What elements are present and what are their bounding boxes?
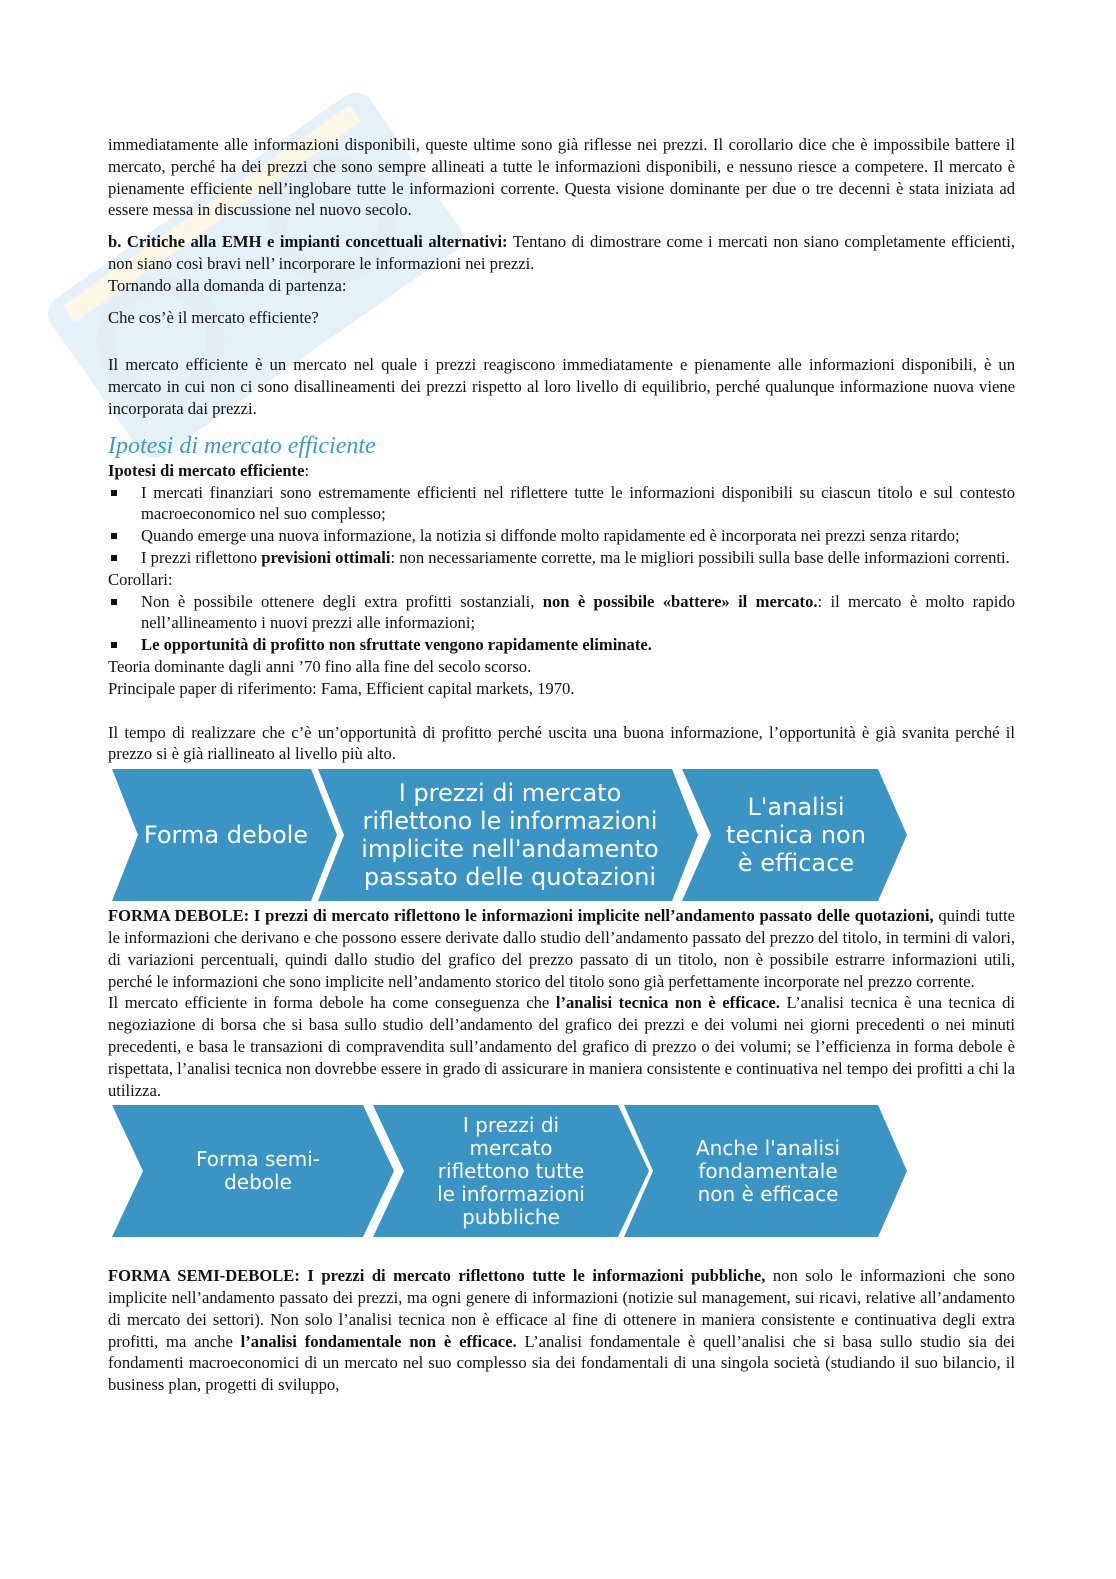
critiche-title: b. Critiche alla EMH e impianti concettuali alternativi: <box>108 232 508 252</box>
paper-line: Principale paper di riferimento: Fama, Efficient capital markets, 1970. <box>108 678 575 698</box>
list-item-text: I prezzi riflettono <box>141 547 262 567</box>
forma-debole-bold: FORMA DEBOLE: I prezzi di mercato riflettono le informazioni implicite nell’andamento passato delle quotazioni, <box>108 906 934 926</box>
analisi-tecnica-text: Il mercato efficiente in forma debole ha come conseguenza che <box>108 993 556 1013</box>
corollari-list <box>108 591 1015 656</box>
critiche-text: Tentano di dimostrare come i mercati non siano completamente efficienti, non siano così bravi nell’ incorporare le informazioni nei prezzi. <box>108 232 1015 273</box>
intro-paragraph: immediatamente alle informazioni disponibili, queste ultime sono già riflesse nei prezzi. Il corollario dice che è impossibile battere il mercato, perché ha dei prezzi che sono sempre allineati a tutte le informazioni disponibili, e nessuno riesce a competere. Il mercato è pienamente efficiente nell’inglobare tutte le informazioni corrente. Questa visione dominante per due o tre decenni è stata iniziata ad essere messa in discussione nel nuovo secolo. <box>108 135 1015 220</box>
chevron-label-step1: Forma debole <box>143 821 309 850</box>
hypothesis-list <box>108 482 1015 569</box>
forma-semidebole-paragraph <box>108 1265 1015 1396</box>
critiche-paragraph <box>108 231 1015 275</box>
forma-debole-text: quindi tutte le informazioni che derivano e che possono essere derivate dallo studio dell’andamento passato del prezzo del titolo, in termini di valori, di variazioni percentuali, quindi dallo studio del grafico del prezzo passato di un titolo, non è possibile estrarre informazioni utili, perché le informazioni che sono implicite nell’andamento storico del titolo sono già perfettamente incorporate nel prezzo corrente. <box>108 906 1016 991</box>
tornando-line: Tornando alla domanda di partenza: <box>108 275 347 295</box>
list-item-text: : il mercato è molto rapido nell’allineamento i nuovi prezzi alle informazioni; <box>141 591 1015 633</box>
document-body <box>108 134 1015 1396</box>
chevron-label-step2: I prezzi di mercato riflettono le informazioni implicite nell'andamento passato delle quotazioni <box>361 779 659 892</box>
list-item <box>108 591 1015 635</box>
question-line: Che cos’è il mercato efficiente? <box>108 307 319 327</box>
section-heading: Ipotesi di mercato efficiente <box>108 432 376 459</box>
chevron-diagram-weak <box>108 769 1015 901</box>
list-item-text: Non è possibile ottenere degli extra profitti sostanziali, <box>141 591 543 611</box>
forma-semidebole-text: L’analisi fondamentale è quell’analisi che si basa sullo studio sia dei fondamenti macroeconomici di un mercato nel suo complesso sia dei fondamentali di una singola società (studiando il suo bilancio, il business plan, progetti di sviluppo, <box>108 1331 1015 1395</box>
forma-semidebole-bold: FORMA SEMI-DEBOLE: I prezzi di mercato riflettono tutte le informazioni pubbliche, <box>108 1266 766 1286</box>
chevron-label-step3: Anche l'analisi fondamentale non è efficace <box>695 1135 841 1206</box>
list-item-bold: Le opportunità di profitto non sfruttate vengono rapidamente eliminate. <box>141 635 652 655</box>
definition-paragraph: Il mercato efficiente è un mercato nel quale i prezzi reagiscono immediatamente e pienamente alle informazioni disponibili, è un mercato in cui non ci sono disallineamenti dei prezzi rispetto al loro livello di equilibrio, perché qualunque informazione nuova viene incorporata dai prezzi. <box>108 355 1015 418</box>
analisi-tecnica-bold: l’analisi tecnica non è efficace. <box>555 993 780 1013</box>
subheading-bold: Ipotesi di mercato efficiente <box>108 460 305 480</box>
list-item: I mercati finanziari sono estremamente efficienti nel riflettere tutte le informazioni disponibili su ciascun titolo e sul contesto macroeconomico nel suo complesso; <box>108 482 1015 526</box>
list-item-text: : non necessariamente corrette, ma le migliori possibili sulla base delle informazioni correnti. <box>390 547 1010 567</box>
corollari-label: Corollari: <box>108 569 173 589</box>
analisi-tecnica-text: L’analisi tecnica è una tecnica di negoziazione di borsa che si basa sullo studio dell’andamento del grafico dei prezzi e dei volumi nei giorni precedenti o nei minuti precedenti, e basa le transazioni di compravendita sull’andamento del grafico di prezzo o dei volumi; se l’efficienza in forma debole è rispettata, l’analisi tecnica non dovrebbe essere in grado di assicurare in maniera consistente e continuativa nel tempo dei profitti a chi la utilizza. <box>108 993 1015 1100</box>
chevron-label-step3: L'analisi tecnica non è efficace <box>726 793 866 878</box>
analisi-tecnica-paragraph <box>108 992 1015 1101</box>
list-item <box>108 634 1015 656</box>
teoria-line: Teoria dominante dagli anni ’70 fino alla fine del secolo scorso. <box>108 656 532 676</box>
list-item-bold: non è possibile «battere» il mercato. <box>542 591 818 611</box>
forma-semidebole-text: non solo le informazioni che sono implicite nell’andamento passato dei prezzi, ma ogni genere di informazioni (notizie sul management, sui ricavi, relative all’andamento di mercato dei settori). Non solo l’analisi tecnica non è efficace al fine di ottenere in maniera consistente e continuativa degli extra profitti, ma anche <box>108 1266 1015 1351</box>
chevron-label-step1: Forma semi-debole <box>196 1147 320 1195</box>
list-item: Quando emerge una nuova informazione, la notizia si diffonde molto rapidamente ed è incorporata nei prezzi senza ritardo; <box>108 525 1015 547</box>
forma-semidebole-bold2: l’analisi fondamentale non è efficace. <box>240 1331 517 1351</box>
tempo-paragraph: Il tempo di realizzare che c’è un’opportunità di profitto perché uscita una buona informazione, l’opportunità è già svanita perché il prezzo si è già riallineato al livello più alto. <box>108 722 1015 764</box>
chevron-label-step2: I prezzi di mercato riflettono tutte le informazioni pubbliche <box>437 1112 585 1229</box>
list-item <box>108 547 1015 569</box>
chevron-diagram-semiweak <box>108 1105 1015 1237</box>
subheading <box>108 460 1015 482</box>
subheading-colon: : <box>304 460 310 480</box>
forma-debole-paragraph <box>108 905 1015 992</box>
list-item-bold: previsioni ottimali <box>261 547 391 567</box>
